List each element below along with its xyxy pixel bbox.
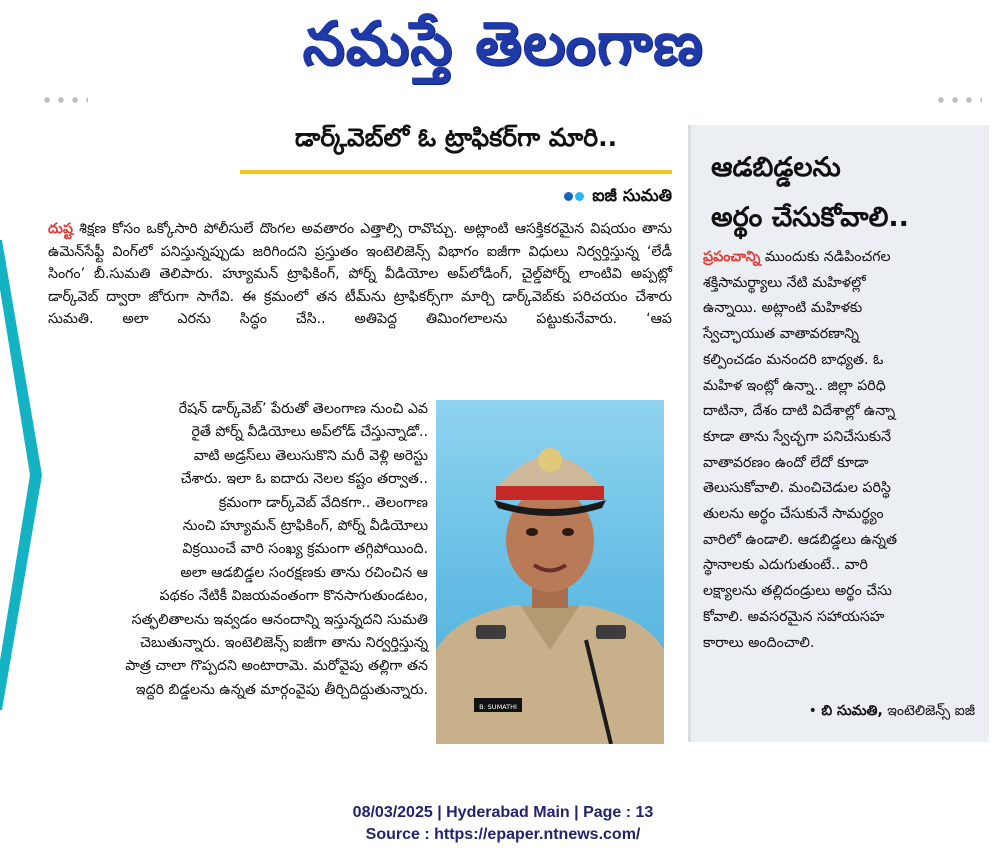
headline-underline (240, 170, 672, 174)
bullet-dot-icon (575, 192, 584, 201)
column-line: ఇద్దరి బిడ్డలను ఉన్నత మార్గంవైపు తీర్చిదిద్దుతున్నారు. (135, 681, 428, 698)
sidebar-line: లక్ష్యాలను తల్లిదండ్రులు అర్థం చేసు (703, 583, 892, 600)
article-lead-paragraph (48, 218, 672, 331)
page-footer (0, 802, 1006, 846)
column-line: నుంచి హ్యూమన్ ట్రాఫికింగ్, పోర్న్ వీడియోలు (182, 518, 428, 535)
signature-name: బి సుమతి, (821, 703, 883, 719)
article-lead-text: శిక్షణ కోసం ఒక్కోసారి పోలీసులే దొంగల అవతారం ఎత్తాల్సి రావొచ్చు. అట్లాంటి ఆసక్తికరమైన విషయం తాను ఉమెన్‌సేఫ్టీ వింగ్‌లో పనిస్తున్నప్పుడు జరిగిందని ప్రస్తుతం ఇంటెలిజెన్స్ విభాగం ఐజీగా విధులు నిర్వర్తిస్తున్న ‘లేడీ సింగం’ బీ.సుమతి తెలిపారు. హ్యూమన్ ట్రాఫికింగ్, పోర్న్ వీడియోల అప్‌లోడింగ్, చైల్డ్‌పోర్న్ లాంటివి అప్పట్లో డార్క్‌వెబ్ ద్వారా జోరుగా సాగేవి. ఈ క్రమంలో తన టీమ్‌ను ట్రాఫికర్స్‌గా మార్చి డార్క్‌వెబ్‌కు పరిచయం చేశారు సుమతి. అలా ఎరను సిద్ధం చేసి.. అతిపెద్ద తిమింగలాలను పట్టుకునేవారు. ‘ఆప (48, 221, 672, 328)
column-line: క్రమంగా డార్క్‌వెబ్ వేదికగా.. తెలంగాణ (218, 494, 428, 511)
column-line: వాటి అడ్రస్‌లు తెలుసుకొని మరీ వెళ్లి అరెస్టు (193, 447, 428, 464)
column-line: చేశారు. ఇలా ఓ ఐదారు నెలల కష్టం తర్వాత.. (180, 471, 428, 488)
bullet-dot-icon (564, 192, 573, 201)
sidebar-line: కోవాలి. అవసరమైన సహాయసహ (703, 608, 885, 625)
sidebar-line: స్థానాలకు ఎదుగుతుంటే.. వారి (703, 557, 868, 574)
sidebar-title-line: అర్థం చేసుకోవాలి.. (711, 202, 909, 233)
column-line: చెబుతున్నారు. ఇంటెలిజెన్స్ ఐజీగా తాను నిర్వర్తిస్తున్న (140, 635, 428, 652)
divider-dots-right (938, 97, 982, 103)
divider-dots-left (44, 97, 88, 103)
article-byline (520, 186, 672, 210)
dropcap-word: దుష్ట (48, 221, 74, 237)
column-line: సత్ఫలితాలను ఇవ్వడం ఆనందాన్ని ఇస్తున్నదని సుమతి (131, 611, 428, 628)
article-column (48, 398, 428, 702)
sidebar-box (688, 125, 989, 742)
chevron-decoration (0, 240, 52, 710)
sidebar-line: వారిలో ఉండాలి. ఆడబిడ్డలు ఉన్నత (703, 531, 898, 548)
newspaper-logo: నమస్తే తెలంగాణ (302, 9, 704, 79)
masthead (0, 0, 1006, 92)
signature-role: ఇంటెలిజెన్స్ ఐజీ (882, 703, 975, 719)
officer-portrait-photo (436, 400, 664, 744)
sidebar-signature (703, 703, 975, 722)
sidebar-line: దాటినా, దేశం దాటి విదేశాల్లో ఉన్నా (703, 403, 896, 420)
sidebar-line: వాతావరణం ఉందో లేదో కూడా (703, 454, 869, 471)
sidebar-line: శక్తిసామర్థ్యాలు నేటి మహిళల్లో (703, 274, 866, 291)
column-line: అలా ఆడబిడ్డల సంరక్షణకు తాను రచించిన ఆ (180, 564, 428, 581)
sidebar-line: కారాలు అందించాలి. (703, 634, 815, 651)
column-line: విక్రయించే వారి సంఖ్య క్రమంగా తగ్గిపోయింది. (182, 541, 428, 558)
sidebar-body (703, 245, 975, 656)
portrait-illustration (436, 400, 664, 744)
sidebar-line: ఉన్నాయి. అట్లాంటి మహిళకు (703, 300, 863, 317)
column-line: రేషన్ డార్క్‌వెబ్’ పేరుతో తెలంగాణ నుంచి ఎవ (178, 401, 428, 417)
sidebar-line: తెలుసుకోవాలి. మంచిచెడుల పరిస్థి (703, 480, 891, 497)
sidebar-line: కూడా తాను స్వేచ్ఛగా పనిచేసుకునే (703, 428, 892, 445)
byline-author: ఐజీ సుమతి (592, 186, 672, 206)
column-line: రైతే పోర్న్ వీడియోలు అప్‌లోడ్ చేస్తున్నాడో.. (191, 424, 428, 441)
column-line: పథకం నేటికీ విజయవంతంగా కొనసాగుతుండటం, (159, 588, 428, 605)
sidebar-line: కల్పించడం మనందరి బాధ్యత. ఓ (703, 351, 884, 368)
sidebar-line: మహిళ ఇంట్లో ఉన్నా.. జిల్లా పరిధి (703, 377, 886, 394)
nameplate-text: B. SUMATHI (479, 703, 517, 711)
sidebar-line: స్వేచ్ఛాయుత వాతావరణాన్ని (703, 326, 860, 343)
sidebar-line: ముందుకు నడిపించగల (760, 249, 891, 265)
article-headline: డార్క్‌వెబ్‌లో ఓ ట్రాఫికర్‌గా మారి.. (294, 123, 618, 152)
column-line: పాత్ర చాలా గొప్పదని అంటారామె. మరోవైపు తల్లిగా తన (125, 658, 428, 675)
sidebar-line: తులను అర్థం చేసుకునే సామర్థ్యం (703, 506, 884, 523)
sidebar-title-line: ఆడబిడ్డలను (711, 152, 841, 183)
sidebar-title (711, 143, 981, 243)
sidebar-first-word: ప్రపంచాన్ని (703, 249, 761, 265)
footer-edition-line: 08/03/2025 | Hyderabad Main | Page : 13 (352, 804, 654, 821)
footer-source-line: Source : https://epaper.ntnews.com/ (365, 826, 641, 843)
bullet-icon: • (808, 703, 817, 719)
